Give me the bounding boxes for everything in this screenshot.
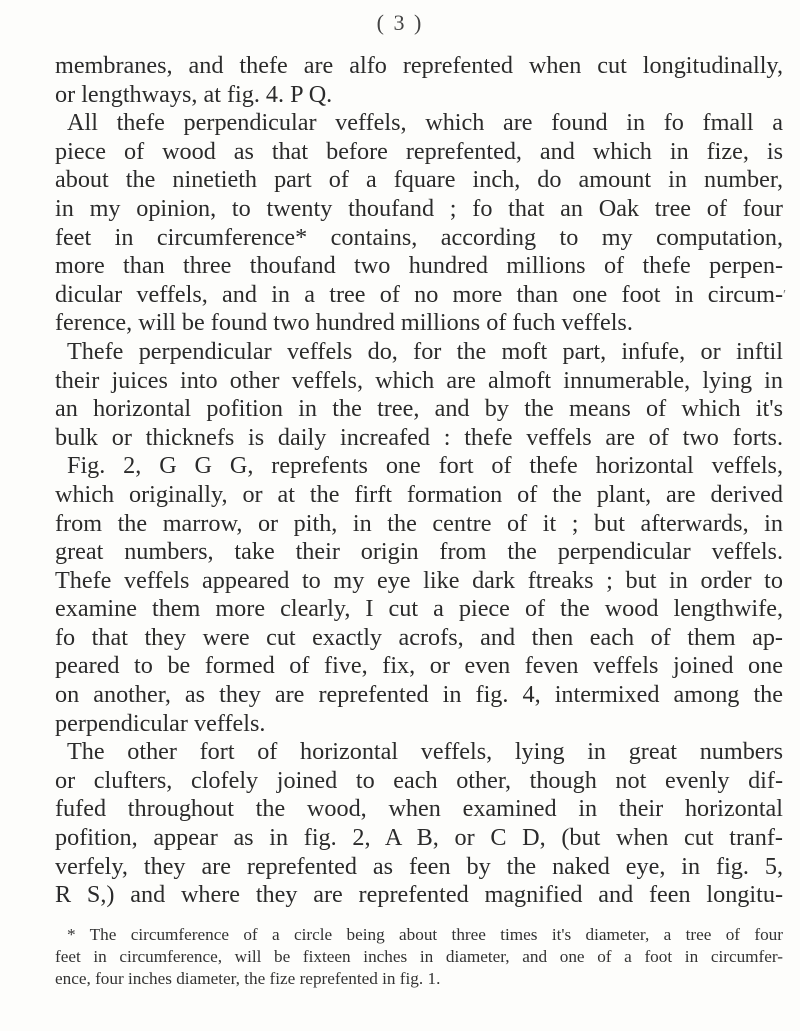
text-line: from the marrow, or pith, in the centre of it ; but afterwards, in [55, 509, 783, 537]
text-line: an horizontal pofition in the tree, and by the means of which it's [55, 395, 783, 423]
text-line: in my opinion, to twenty thoufand ; fo that an Oak tree of four [55, 194, 783, 222]
text-line: or clufters, clofely joined to each other, though not evenly dif- [55, 766, 783, 794]
text-line: verfely, they are reprefented as feen by the naked eye, in fig. 5, [55, 852, 783, 880]
text-line: fo that they were cut exactly acrofs, and then each of them ap- [55, 623, 783, 651]
text-line: more than three thoufand two hundred millions of thefe perpen- [55, 252, 783, 280]
text-line: ference, will be found two hundred millions of fuch veffels. [55, 309, 633, 337]
text-line: membranes, and thefe are alfo reprefented when cut longitudinally, [55, 52, 783, 79]
text-line: about the ninetieth part of a fquare inch, do amount in number, [55, 166, 783, 194]
text-line: great numbers, take their origin from the perpendicular veffels. [55, 538, 783, 566]
text-line: peared to be formed of five, fix, or even feven veffels joined one [55, 652, 783, 680]
paragraph-start-line: Thefe perpendicular veffels do, for the moft part, infufe, or inftil [67, 337, 783, 365]
text-line: dicular veffels, and in a tree of no more than one foot in circum- [55, 280, 783, 308]
text-line: pofition, appear as in fig. 2, A B, or C D, (but when cut tranf- [55, 824, 783, 852]
paragraph-start-line: All thefe perpendicular veffels, which are found in fo fmall a [67, 109, 783, 137]
body-text [55, 52, 783, 910]
paragraph-start-line: The other fort of horizontal veffels, lying in great numbers [67, 738, 783, 766]
footnote [55, 924, 783, 990]
text-line: fufed throughout the wood, when examined in their horizontal [55, 795, 783, 823]
text-line: Thefe veffels appeared to my eye like dark ftreaks ; but in order to [55, 566, 783, 594]
footnote-line: * The circumference of a circle being about three times it's diameter, a tree of four [67, 925, 783, 944]
text-line: R S,) and where they are reprefented magnified and feen longitu- [55, 881, 783, 909]
text-line: examine them more clearly, I cut a piece of the wood lengthwife, [55, 595, 783, 623]
text-line: feet in circumference* contains, according to my computation, [55, 223, 783, 251]
text-line: which originally, or at the firft formation of the plant, are derived [55, 480, 783, 508]
footnote-line: ence, four inches diameter, the fize reprefented in fig. 1. [55, 969, 441, 988]
page-number: ( 3 ) [376, 10, 424, 35]
paragraph-start-line: Fig. 2, G G G, reprefents one fort of thefe horizontal veffels, [67, 452, 783, 480]
text-line: their juices into other veffels, which are almoft innumerable, lying in [55, 366, 783, 394]
margin-mark: ′ [783, 288, 787, 303]
text-line: perpendicular veffels. [55, 709, 266, 737]
text-line: piece of wood as that before reprefented, and which in fize, is [55, 137, 783, 165]
text-line: or lengthways, at fig. 4. P Q. [55, 80, 333, 108]
text-line: bulk or thicknefs is daily increafed : thefe veffels are of two forts. [55, 423, 783, 451]
footnote-line: feet in circumference, will be fixteen inches in diameter, and one of a foot in circumfer- [55, 947, 783, 966]
text-line: on another, as they are reprefented in fig. 4, intermixed among the [55, 681, 783, 709]
